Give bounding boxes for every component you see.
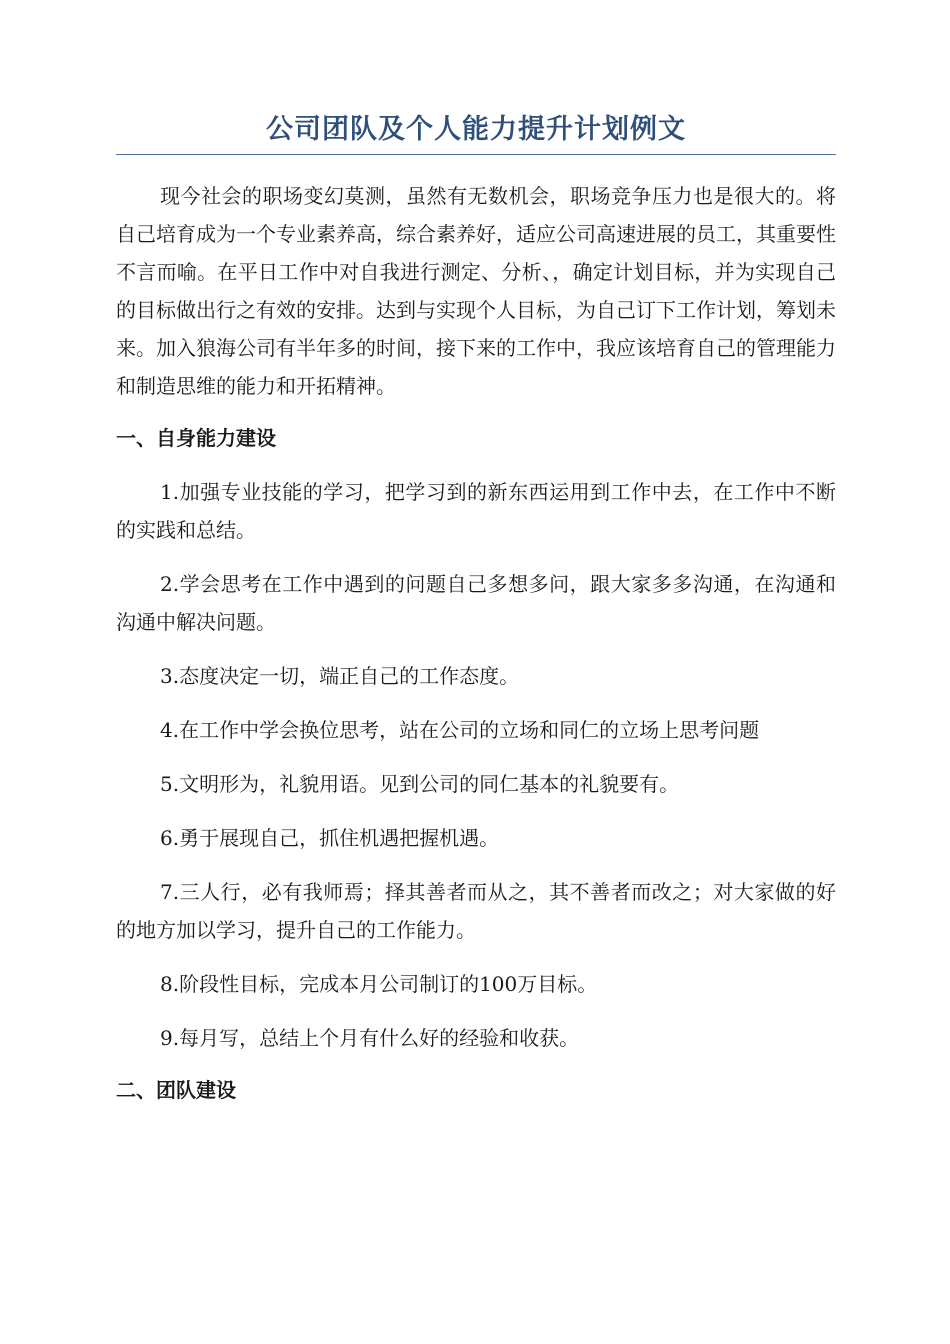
list-item: 5.文明形为，礼貌用语。见到公司的同仁基本的礼貌要有。 — [160, 772, 680, 796]
section-heading-self-ability: 一、自身能力建设 — [116, 426, 276, 450]
list-item: 1.加强专业技能的学习，把学习到的新东西运用到工作中去，在工作中不断的实践和总结。 — [116, 480, 836, 542]
list-item: 7.三人行，必有我师焉；择其善者而从之，其不善者而改之；对大家做的好的地方加以学习，提升自己的工作能力。 — [116, 880, 836, 942]
section-heading-team-building: 二、团队建设 — [116, 1078, 236, 1102]
list-item: 6.勇于展现自己，抓住机遇把握机遇。 — [160, 826, 500, 850]
document-title: 公司团队及个人能力提升计划例文 — [116, 110, 836, 155]
list-item: 3.态度决定一切，端正自己的工作态度。 — [160, 664, 520, 688]
document-page — [116, 110, 836, 1109]
intro-paragraph: 现今社会的职场变幻莫测，虽然有无数机会，职场竞争压力也是很大的。将自己培育成为一个专业素养高，综合素养好，适应公司高速进展的员工，其重要性不言而喻。在平日工作中对自我进行测定、分析、，确定计划目标，并为实现自己的目标做出行之有效的安排。达到与实现个人目标，为自己订下工作计划，筹划未来。加入狼海公司有半年多的时间，接下来的工作中，我应该培育自己的管理能力和制造思维的能力和开拓精神。 — [116, 184, 836, 398]
list-item: 4.在工作中学会换位思考，站在公司的立场和同仁的立场上思考问题 — [160, 718, 760, 742]
list-item: 8.阶段性目标，完成本月公司制订的100万目标。 — [160, 972, 598, 996]
list-item: 9.每月写，总结上个月有什么好的经验和收获。 — [160, 1026, 580, 1050]
list-item: 2.学会思考在工作中遇到的问题自己多想多问，跟大家多多沟通，在沟通和沟通中解决问题。 — [116, 572, 836, 634]
